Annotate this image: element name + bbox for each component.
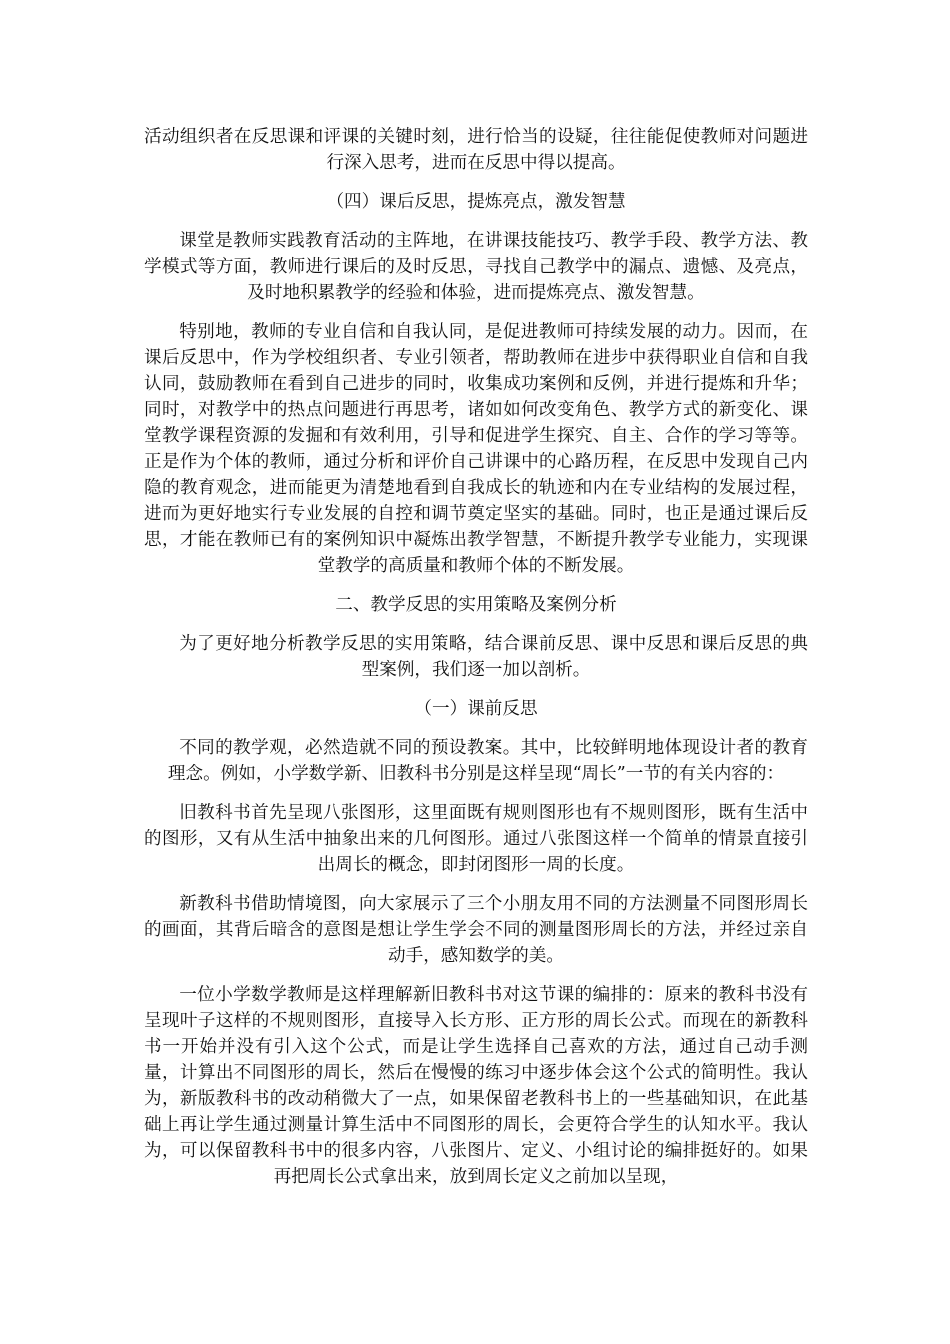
paragraph: 不同的教学观，必然造就不同的预设教案。其中，比较鲜明地体现设计者的教育理念。例如，小学数学新、旧教科书分别是这样呈现“周长”一节的有关内容的： [167, 738, 808, 784]
paragraph: 课堂是教师实践教育活动的主阵地，在讲课技能技巧、教学手段、教学方法、教学模式等方面，教师进行课后的及时反思，寻找自己教学中的漏点、遗憾、及亮点，及时地积累教学的经验和体验，进而提炼亮点、激发智慧。 [144, 231, 808, 303]
section-heading: （四）课后反思，提炼亮点，激发智慧 [326, 192, 626, 212]
document-page [144, 124, 808, 1203]
paragraph: 一位小学数学教师是这样理解新旧教科书对这节课的编排的：原来的教科书没有呈现叶子这样的不规则图形，直接导入长方形、正方形的周长公式。而现在的新教科书一开始并没有引入这个公式，而是让学生选择自己喜欢的方法，通过自己动手测量，计算出不同图形的周长，然后在慢慢的练习中逐步体会这个公式的简明性。我认为，新版教科书的改动稍微大了一点，如果保留老教科书上的一些基础知识，在此基础上再让学生通过测量计算生活中不同图形的周长，会更符合学生的认知水平。我认为，可以保留教科书中的很多内容，八张图片、定义、小组讨论的编排挺好的。如果再把周长公式拿出来，放到周长定义之前加以呈现， [144, 985, 808, 1187]
section-heading: 二、教学反思的实用策略及案例分析 [335, 595, 617, 615]
section-heading: （一）课前反思 [414, 699, 538, 719]
paragraph: 特别地，教师的专业自信和自我认同，是促进教师可持续发展的动力。因而，在课后反思中，作为学校组织者、专业引领者，帮助教师在进步中获得职业自信和自我认同，鼓励教师在看到自己进步的同时，收集成功案例和反例，并进行提炼和升华；同时，对教学中的热点问题进行再思考，诸如如何改变角色、教学方式的新变化、课堂教学课程资源的发掘和有效利用，引导和促进学生探究、自主、合作的学习等等。正是作为个体的教师，通过分析和评价自己讲课中的心路历程，在反思中发现自己内隐的教育观念，进而能更为清楚地看到自我成长的轨迹和内在专业结构的发展过程，进而为更好地实行专业发展的自控和调节奠定坚实的基础。同时，也正是通过课后反思，才能在教师已有的案例知识中凝炼出教学智慧，不断提升教学专业能力，实现课堂教学的高质量和教师个体的不断发展。 [144, 322, 808, 576]
paragraph: 旧教科书首先呈现八张图形，这里面既有规则图形也有不规则图形，既有生活中的图形，又有从生活中抽象出来的几何图形。通过八张图这样一个简单的情景直接引出周长的概念，即封闭图形一周的长度。 [144, 803, 808, 875]
paragraph: 活动组织者在反思课和评课的关键时刻，进行恰当的设疑，往往能促使教师对问题进行深入思考，进而在反思中得以提高。 [144, 127, 808, 173]
paragraph: 为了更好地分析教学反思的实用策略，结合课前反思、课中反思和课后反思的典型案例，我们逐一加以剖析。 [179, 634, 808, 680]
paragraph: 新教科书借助情境图，向大家展示了三个小朋友用不同的方法测量不同图形周长的画面，其背后暗含的意图是想让学生学会不同的测量图形周长的方法，并经过亲自动手，感知数学的美。 [144, 894, 808, 966]
